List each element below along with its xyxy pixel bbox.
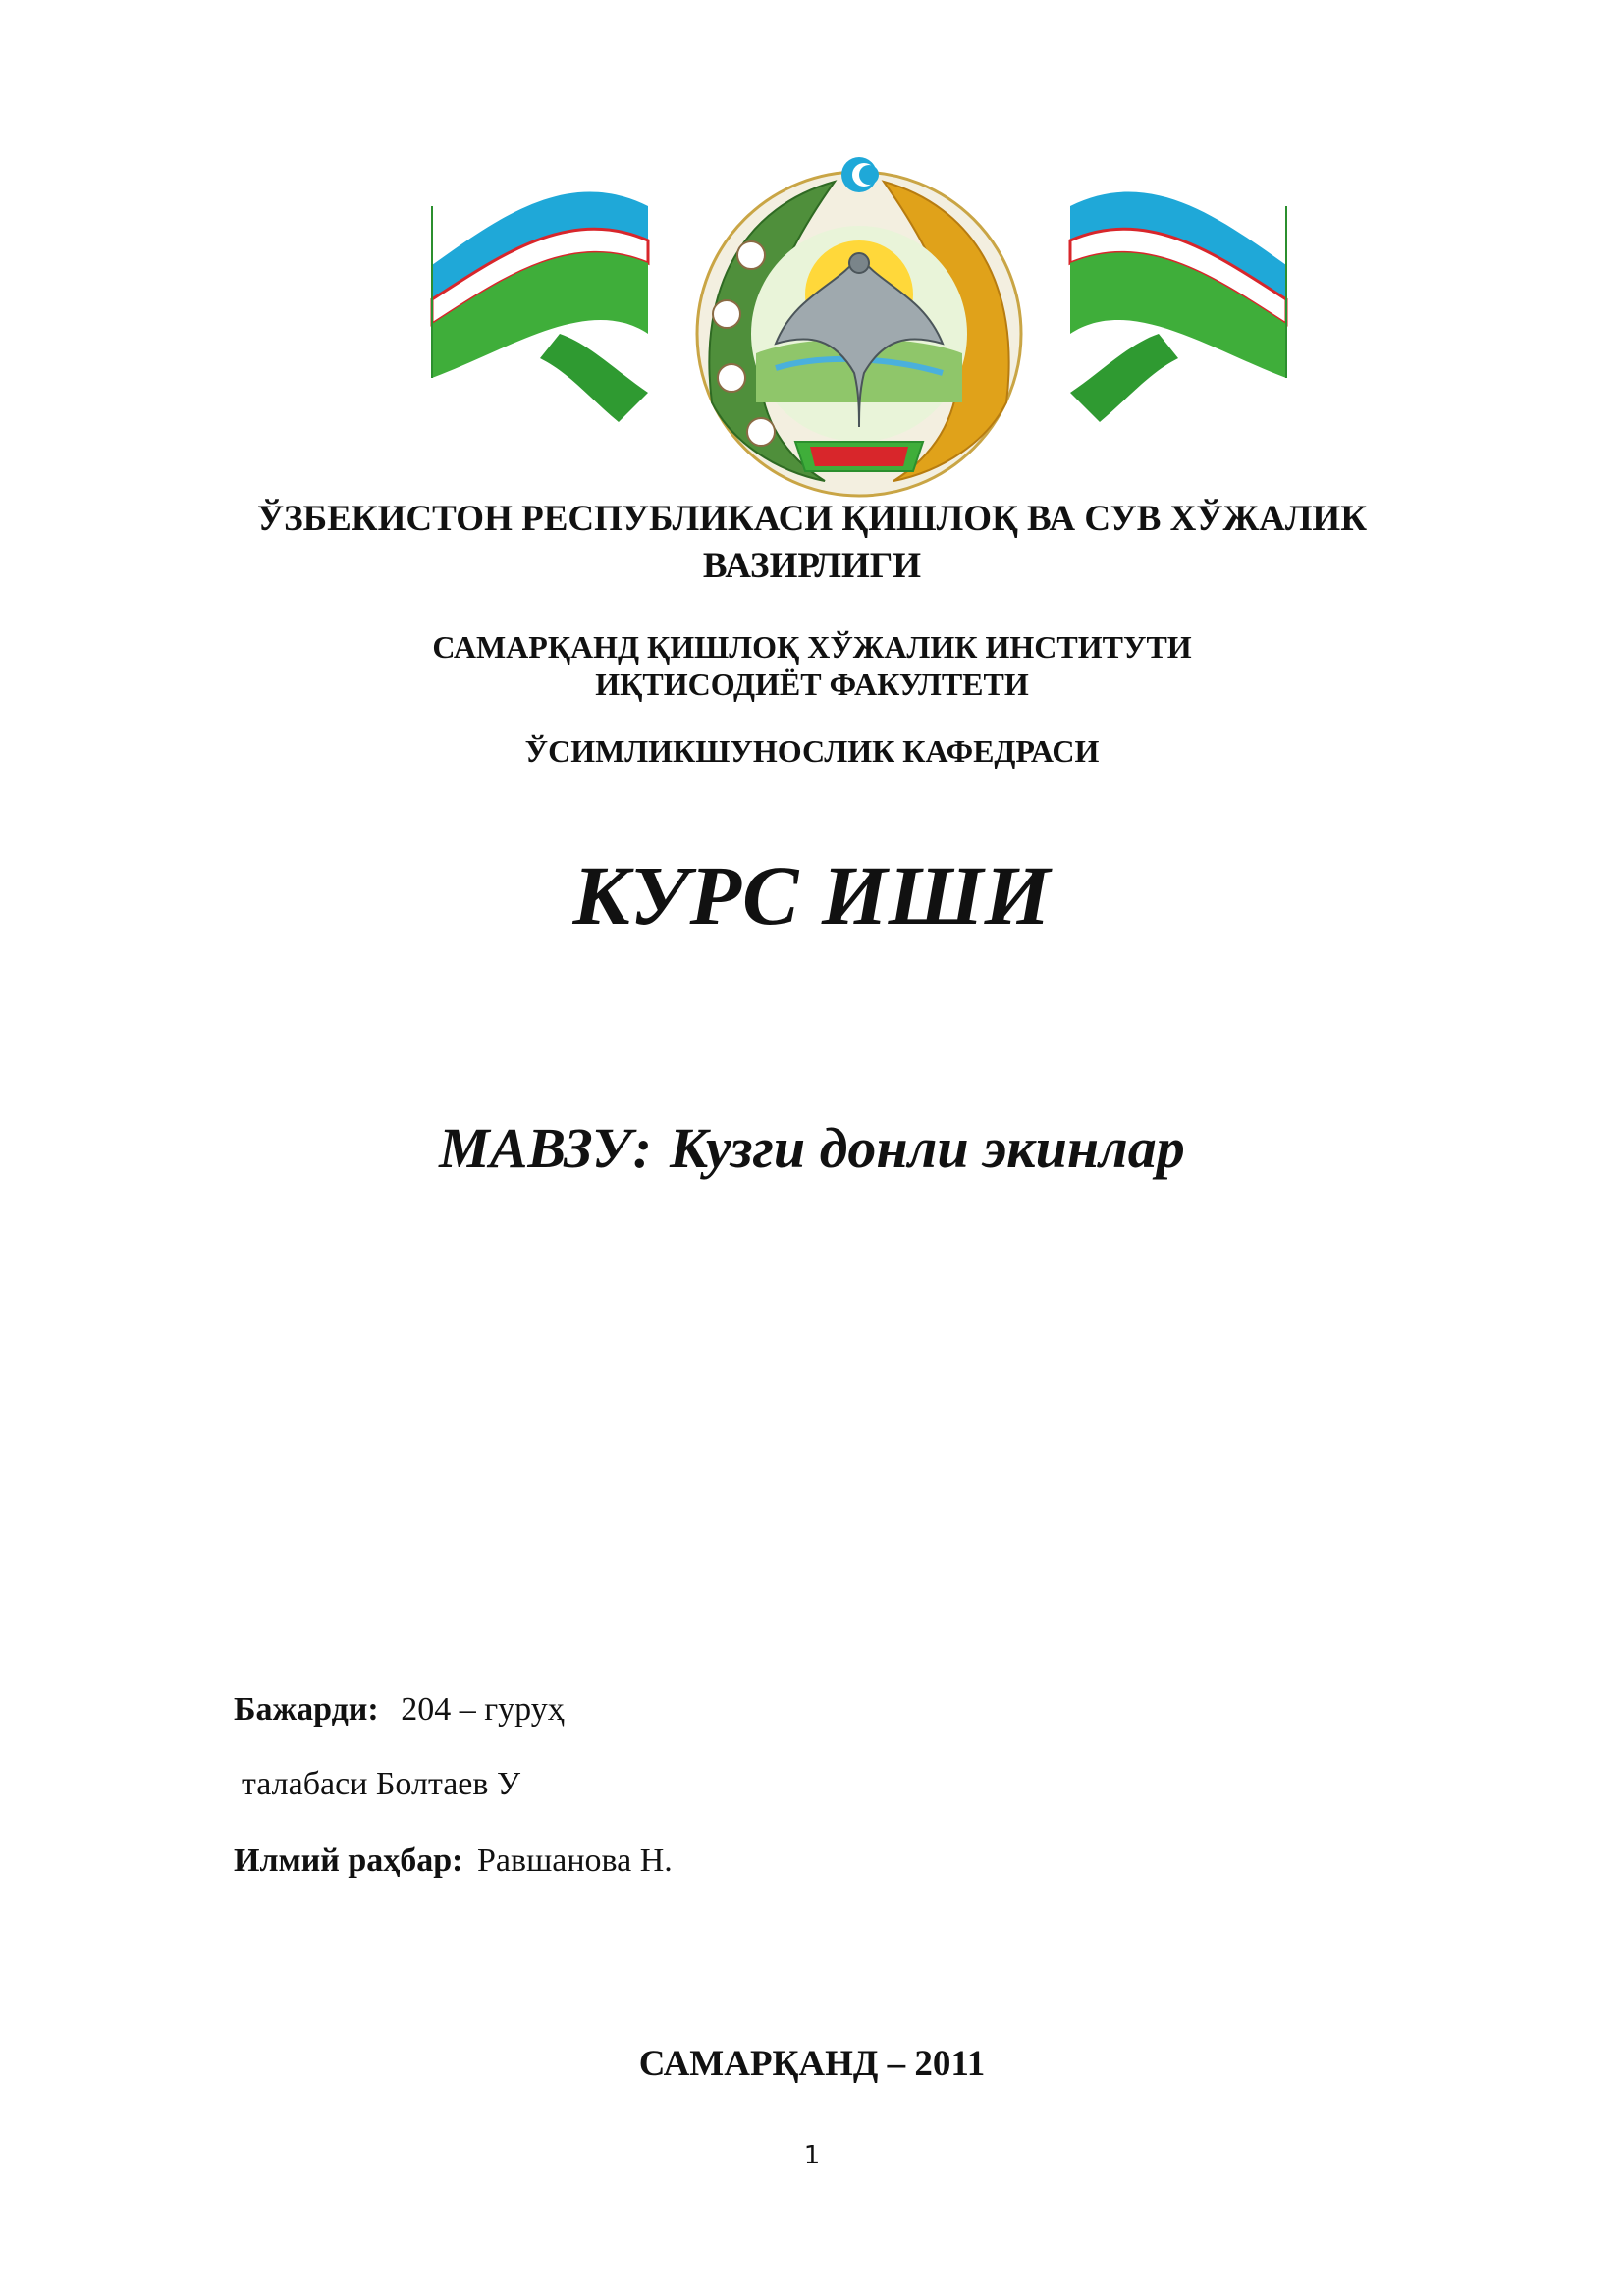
performer-label: Бажарди: — [234, 1691, 379, 1728]
city-year: САМАРҚАНД – 2011 — [638, 2044, 986, 2084]
topic-text: Кузги донли экинлар — [670, 1116, 1185, 1180]
topic-label: МАВЗУ: — [439, 1116, 652, 1180]
department-name: ЎСИМЛИКШУНОСЛИК КАФЕДРАСИ — [524, 733, 1100, 769]
topic-line — [0, 1114, 1624, 1183]
document-title: КУРС ИШИ — [572, 848, 1052, 942]
faculty-name: ИҚТИСОДИЁТ ФАКУЛТЕТИ — [595, 667, 1029, 702]
ministry-name-line-2: ВАЗИРЛИГИ — [702, 546, 922, 586]
supervisor-name: Равшанова Н. — [477, 1842, 673, 1879]
supervisor-line — [234, 1840, 673, 1883]
state-emblem-image — [422, 147, 1296, 501]
ministry-name-line-1: ЎЗБЕКИСТОН РЕСПУБЛИКАСИ ҚИШЛОҚ ВА СУВ ХЎЖАЛИК — [256, 499, 1368, 539]
supervisor-label: Илмий раҳбар: — [234, 1842, 463, 1879]
right-flag-ribbon — [1070, 191, 1286, 422]
performer-line — [234, 1688, 565, 1732]
page-number: 1 — [803, 2141, 821, 2170]
student-line: талабаси Болтаев У — [242, 1766, 521, 1802]
left-flag-ribbon — [432, 191, 648, 422]
performer-group: 204 – гуруҳ — [401, 1691, 565, 1728]
institute-name: САМАРҚАНД ҚИШЛОҚ ХЎЖАЛИК ИНСТИТУТИ — [432, 629, 1192, 665]
emblem-wreath — [697, 157, 1021, 496]
